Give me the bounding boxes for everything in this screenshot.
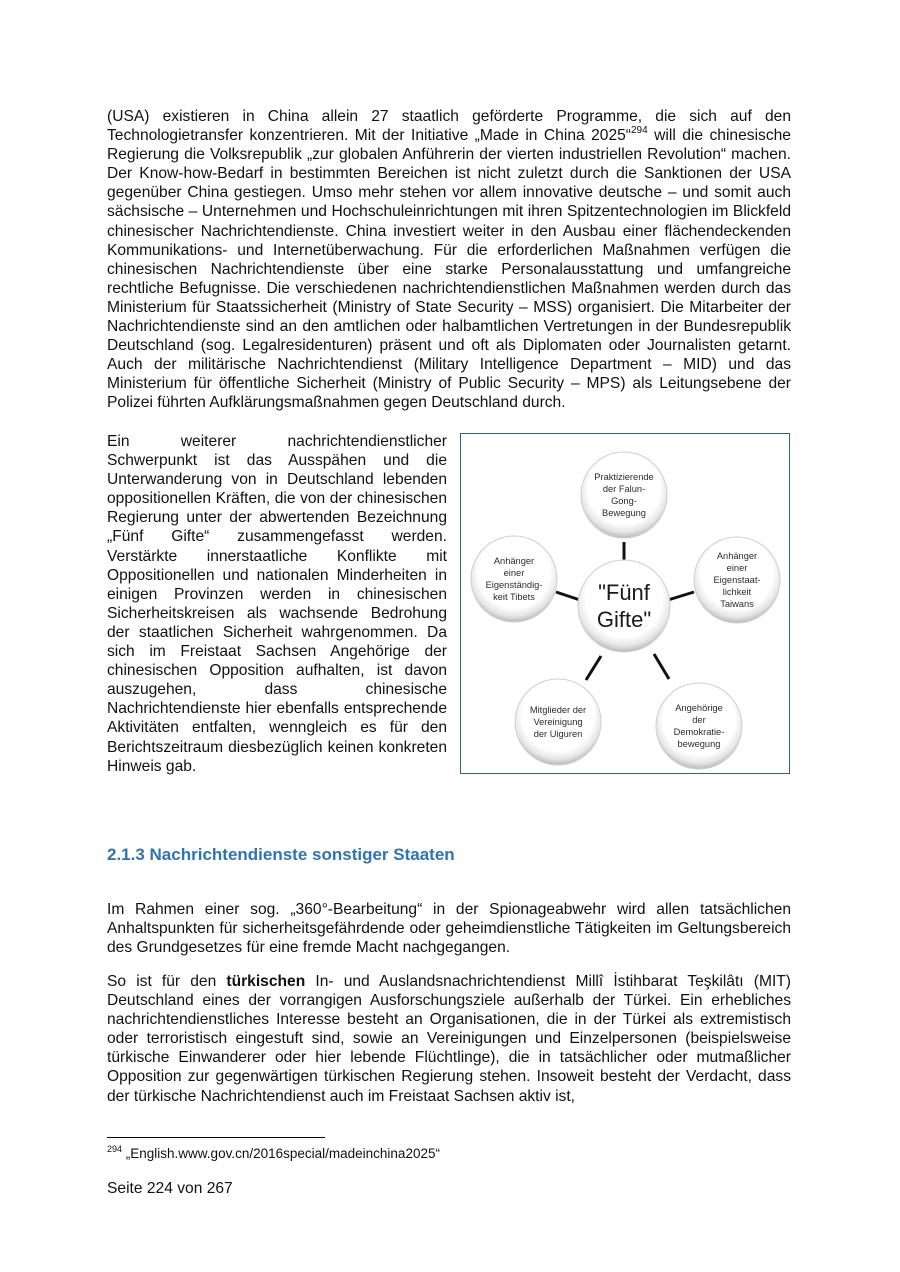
node-label-line: Anhänger — [716, 551, 758, 561]
footnote-reference[interactable]: 294 — [631, 124, 648, 136]
center-label-line: "Fünf — [598, 580, 650, 605]
node-label-line: Anhänger — [493, 556, 535, 566]
center-label-line: Gifte" — [596, 607, 652, 632]
node-label-taiwan — [694, 537, 780, 623]
center-label — [578, 560, 670, 652]
node-label-tibet — [471, 536, 557, 622]
node-label-democracy — [656, 683, 742, 769]
node-label-uyghurs — [515, 679, 601, 765]
paragraph-turkish-service — [107, 972, 791, 1106]
section-heading: 2.1.3 Nachrichtendienste sonstiger Staaten — [107, 845, 455, 864]
node-label-line: Demokratie- — [673, 727, 725, 737]
node-label-line: Angehörige — [675, 703, 723, 713]
node-label-line: Vereinigung — [533, 717, 583, 727]
node-label-line: Bewegung — [602, 508, 646, 518]
paragraph-text: In- und Auslandsnachrichtendienst Millî İstihbarat Teşkilâtı (MIT) Deutschland eines der vorrangigen Ausforschungsziele außerhalb der Türkei. Ein erhebliches nachrichtendienstliches Interesse besteht an Organisationen, die in der Türkei als extremistisch oder terroristisch eingestuft sind, sowie an Vereinigungen und Einzelpersonen (beispielsweise türkische Einwanderer oder hier lebende Flüchtlinge), die in tatsächlicher oder mutmaßlicher Opposition zur gegenwärtigen türkischen Regierung stehen. Insoweit besteht der Verdacht, dass der türkische Nachrichtendienst auch im Freistaat Sachsen aktiv ist, — [107, 973, 792, 1105]
page-number: Seite 224 von 267 — [107, 1180, 233, 1197]
node-label-line: lichkeit — [722, 587, 752, 597]
node-label-line: Eigenständig- — [485, 580, 543, 590]
five-poisons-diagram — [460, 433, 790, 774]
footnote-separator — [107, 1137, 325, 1138]
node-label-line: Eigenstaat- — [713, 575, 761, 585]
paragraph-text: (USA) existieren in China allein 27 staatlich geförderte Programme, die sich auf den Technologietransfer konzentrieren. Mit der Initiative „Made in China 2025“ — [107, 108, 791, 145]
paragraph-text: So ist für den — [107, 973, 227, 990]
bold-text: türkischen — [226, 973, 306, 990]
footnote-number: 294 — [107, 1143, 123, 1154]
paragraph-five-poisons: Ein weiterer nachrichtendienstlicher Schwerpunkt ist das Ausspähen und die Unterwanderung von in Deutschland lebenden oppositionellen Kräften, die von der chinesischen Regierung unter der abwertenden Bezeichnung „Fünf Gifte“ zusammengefasst werden. Verstärkte innerstaatliche Konflikte mit Oppositionellen und nationalen Minderheiten in einigen Provinzen werden in chinesischen Sicherheitskreisen als wachsende Bedrohung der staatlichen Sicherheit wahrgenommen. Da sich im Freistaat Sachsen Angehörige der chinesischen Opposition aufhalten, ist davon auszugehen, dass chinesische Nachrichtendienste hier ebenfalls entsprechende Aktivitäten entfalten, wenngleich es für den Berichtszeitraum diesbezüglich keinen konkreten Hinweis gab. — [107, 433, 447, 775]
paragraph-text: will die chinesische Regierung die Volksrepublik „zur globalen Anführerin der vierten industriellen Revolution“ machen. Der Know-how-Bedarf in bestimmten Bereichen ist nicht zuletzt durch die Sanktionen der USA gegenüber China gestiegen. Umso mehr stehen vor allem innovative deutsche – und somit auch sächsische – Unternehmen und Hochschuleinrichtungen mit ihren Spitzentechnologien im Blickfeld chinesischer Nachrichtendienste. China investiert weiter in den Ausbau einer flächendeckenden Kommunikations- und Internetüberwachung. Für die erforderlichen Maßnahmen verfügen die chinesischen Nachrichtendienste über eine starke Personalausstattung und umfangreiche rechtliche Befugnisse. Die verschiedenen nachrichtendienstlichen Maßnahmen werden durch das Ministerium für Staatssicherheit (Ministry of State Security – MSS) organisiert. Die Mitarbeiter der Nachrichtendienste sind an den amtlichen oder halbamtlichen Vertretungen in der Bundesrepublik Deutschland (sog. Legalresidenturen) präsent und oft als Diplomaten oder Journalisten getarnt. Auch der militärische Nachrichtendienst (Military Intelligence Department – MID) und das Ministerium für öffentliche Sicherheit (Ministry of Public Security – MPS) als Leitungsebene der Polizei führten Aufklärungsmaßnahmen gegen Deutschland durch. — [107, 127, 791, 412]
node-label-line: bewegung — [677, 739, 721, 749]
node-label-line: einer — [503, 568, 525, 578]
node-label-line: der Uiguren — [533, 729, 583, 739]
node-label-line: Gong- — [611, 496, 637, 506]
node-label-line: keit Tibets — [493, 592, 535, 602]
node-label-line: der Falun- — [602, 484, 646, 494]
node-label-line: Mitglieder der — [529, 705, 587, 715]
node-label-line: Praktizierende — [594, 472, 654, 482]
footnote — [107, 1143, 440, 1161]
footnote-text: „English.www.gov.cn/2016special/madeinchina2025“ — [122, 1146, 440, 1161]
paragraph-technology-transfer — [107, 107, 791, 413]
node-label-line: einer — [726, 563, 748, 573]
paragraph-360-processing: Im Rahmen einer sog. „360°-Bearbeitung“ in der Spionageabwehr wird allen tatsächlichen Anhaltspunkten für sicherheitsgefährdende oder geheimdienstliche Tätigkeiten im Geltungsbereich des Grundgesetzes für eine fremde Macht nachgegangen. — [107, 901, 791, 957]
node-label-falun-gong — [581, 452, 667, 538]
node-label-line: der — [692, 715, 706, 725]
node-label-line: Taiwans — [720, 599, 754, 609]
